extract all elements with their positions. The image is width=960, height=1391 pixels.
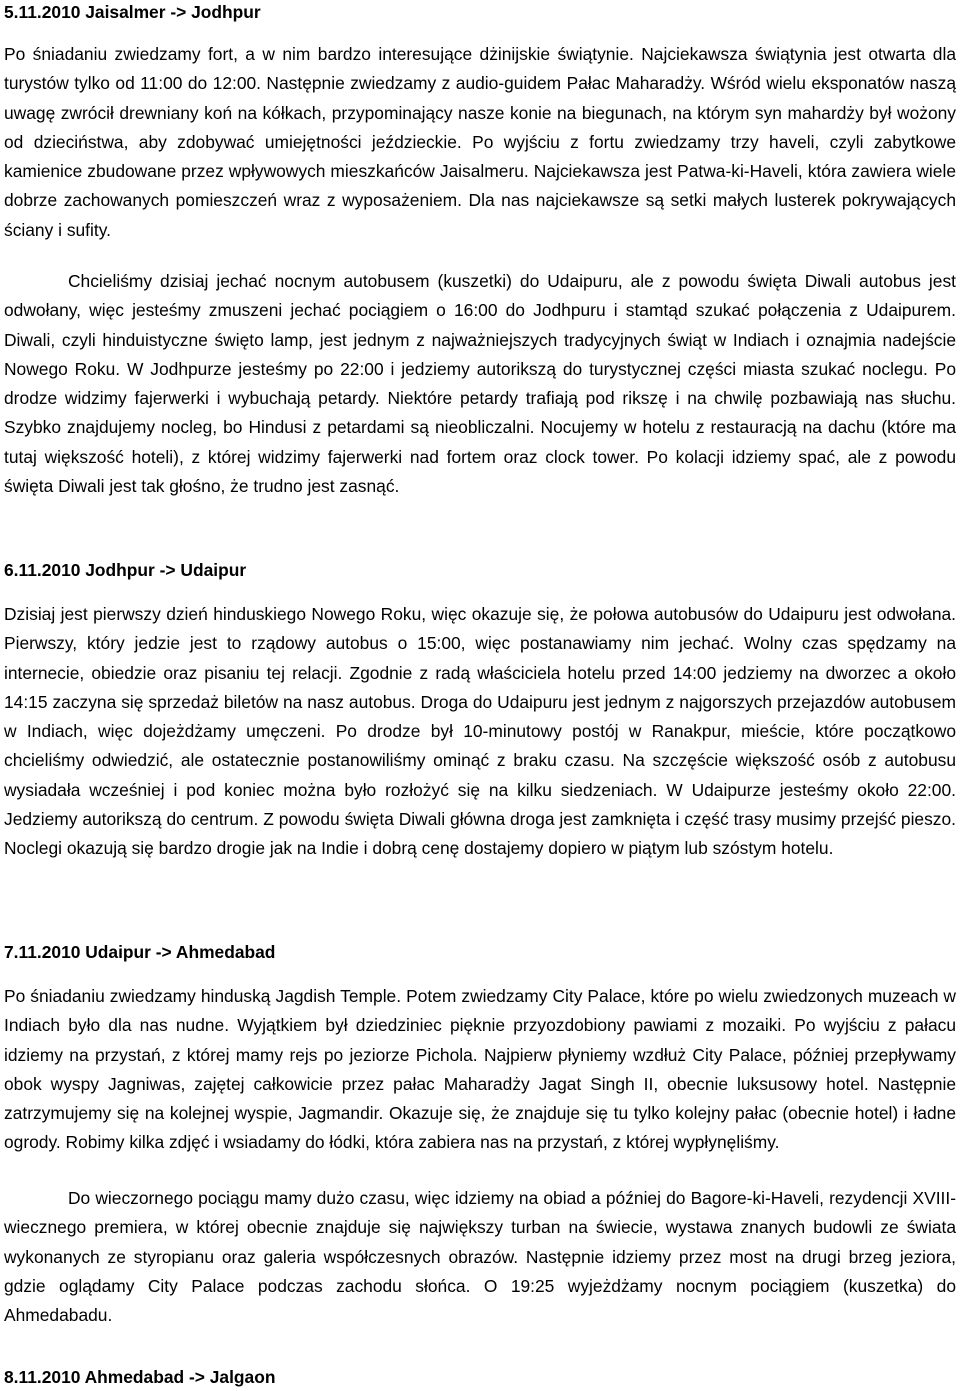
section-heading-jaisalmer-jodhpur: 5.11.2010 Jaisalmer -> Jodhpur: [4, 2, 261, 22]
paragraph-jaisalmer-fort: Po śniadaniu zwiedzamy fort, a w nim bardzo interesujące dżinijskie świątynie. Najciekawsza świątynia jest otwarta dla turystów tylko od 11:00 do 12:00. Następnie zwiedzamy z audio-guidem Pałac Maharadży. Wśród wielu eksponatów naszą uwagę zwrócił drewniany koń na kółkach, przypominający nasze konie na biegunach, na którym syn mahardży był wożony od dzieciństwa, aby zdobywać umiejętności jeździeckie. Po wyjściu z fortu zwiedzamy trzy haveli, czyli zabytkowe kamienice zbudowane przez wpływowych mieszkańców Jaisalmeru. Najciekawsza jest Patwa-ki-Haveli, która zawiera wiele dobrze zachowanych pomieszczeń wraz z wyposażeniem. Dla nas najciekawsze są setki małych lusterek pokrywających ściany i sufity.: [4, 44, 956, 240]
paragraph-udaipur-evening: Do wieczornego pociągu mamy dużo czasu, więc idziemy na obiad a później do Bagore-ki-Haveli, rezydencji XVIII-wiecznego premiera, w której obecnie znajduje się największy turban na świecie, wystawa znanych budowli ze świata wykonanych ze styropianu oraz galeria współczesnych obrazów. Następnie idziemy przez most na drugi brzeg jeziora, gdzie oglądamy City Palace podczas zachodu słońca. O 19:25 wyjeżdżamy nocnym pociągiem (kuszetka) do Ahmedabadu.: [4, 1188, 956, 1326]
paragraph-jodhpur-udaipur: Dzisiaj jest pierwszy dzień hinduskiego Nowego Roku, więc okazuje się, że połowa autobusów do Udaipuru jest odwołana. Pierwszy, który jedzie jest to rządowy autobus o 15:00, więc postanawiamy nim jechać. Wolny czas spędzamy na internecie, obiedzie oraz pisaniu tej relacji. Zgodnie z radą właściciela hotelu przed 14:00 jedziemy na dworzec a około 14:15 zaczyna się sprzedaż biletów na nasz autobus. Droga do Udaipuru jest jednym z najgorszych przejazdów autobusem w Indiach, więc dojeżdżamy umęczeni. Po drodze był 10-minutowy postój w Ranakpur, mieście, które początkowo chcieliśmy odwiedzić, ale ostatecznie postanowiliśmy ominąć z braku czasu. Na szczęście większość osób z autobusu wysiadała wcześniej i pod koniec można było rozłożyć się na kilku siedzeniach. W Udaipurze jesteśmy około 22:00. Jedziemy autorikszą do centrum. Z powodu święta Diwali główna droga jest zamknięta i część trasy musimy przejść pieszo. Noclegi okazują się bardzo drogie jak na Indie i dobrą cenę dostajemy dopiero w piątym lub szóstym hotelu.: [4, 604, 956, 859]
section-heading-udaipur-ahmedabad: 7.11.2010 Udaipur -> Ahmedabad: [4, 942, 276, 962]
paragraph-udaipur-sightseeing: Po śniadaniu zwiedzamy hinduską Jagdish Temple. Potem zwiedzamy City Palace, które po wielu zwiedzonych muzeach w Indiach było dla nas nudne. Wyjątkiem był dziedziniec pięknie przyozdobiony pawiami z mozaiki. Po wyjściu z pałacu idziemy na przystań, z której mamy rejs po jeziorze Pichola. Najpierw płyniemy wzdłuż City Palace, później przepływamy obok wyspy Jagniwas, zajętej całkowicie przez pałac Maharadży Jagat Singh II, obecnie luksusowy hotel. Następnie zatrzymujemy się na kolejnej wyspie, Jagmandir. Okazuje się, że znajduje się tu tylko kolejny pałac (obecnie hotel) i ładne ogrody. Robimy kilka zdjęć i wsiadamy do łódki, która zabiera nas na przystań, z której wypłynęliśmy.: [4, 986, 956, 1153]
paragraph-jaisalmer-diwali: Chcieliśmy dzisiaj jechać nocnym autobusem (kuszetki) do Udaipuru, ale z powodu święta Diwali autobus jest odwołany, więc jesteśmy zmuszeni jechać pociągiem o 16:00 do Jodhpuru i stamtąd szukać połączenia z Udaipurem. Diwali, czyli hinduistyczne święto lamp, jest jednym z najważniejszych tradycyjnych świąt w Indiach i oznajmia nadejście Nowego Roku. W Jodhpurze jesteśmy po 22:00 i jedziemy autorikszą do turystycznej części miasta szukać noclegu. Po drodze widzimy fajerwerki i wybuchają petardy. Niektóre petardy trafiają pod rikszę i na chwilę pozbawiają nas słuchu. Szybko znajdujemy nocleg, bo Hindusi z petardami są nieobliczalni. Nocujemy w hotelu z restauracją na dachu (które ma tutaj większość hoteli), z której widzimy fajerwerki nad fortem oraz clock tower. Po kolacji idziemy spać, ale z powodu święta Diwali jest tak głośno, że trudno jest zasnąć.: [4, 271, 956, 497]
section-heading-jodhpur-udaipur: 6.11.2010 Jodhpur -> Udaipur: [4, 560, 247, 580]
section-heading-ahmedabad-jalgaon: 8.11.2010 Ahmedabad -> Jalgaon: [4, 1367, 276, 1387]
